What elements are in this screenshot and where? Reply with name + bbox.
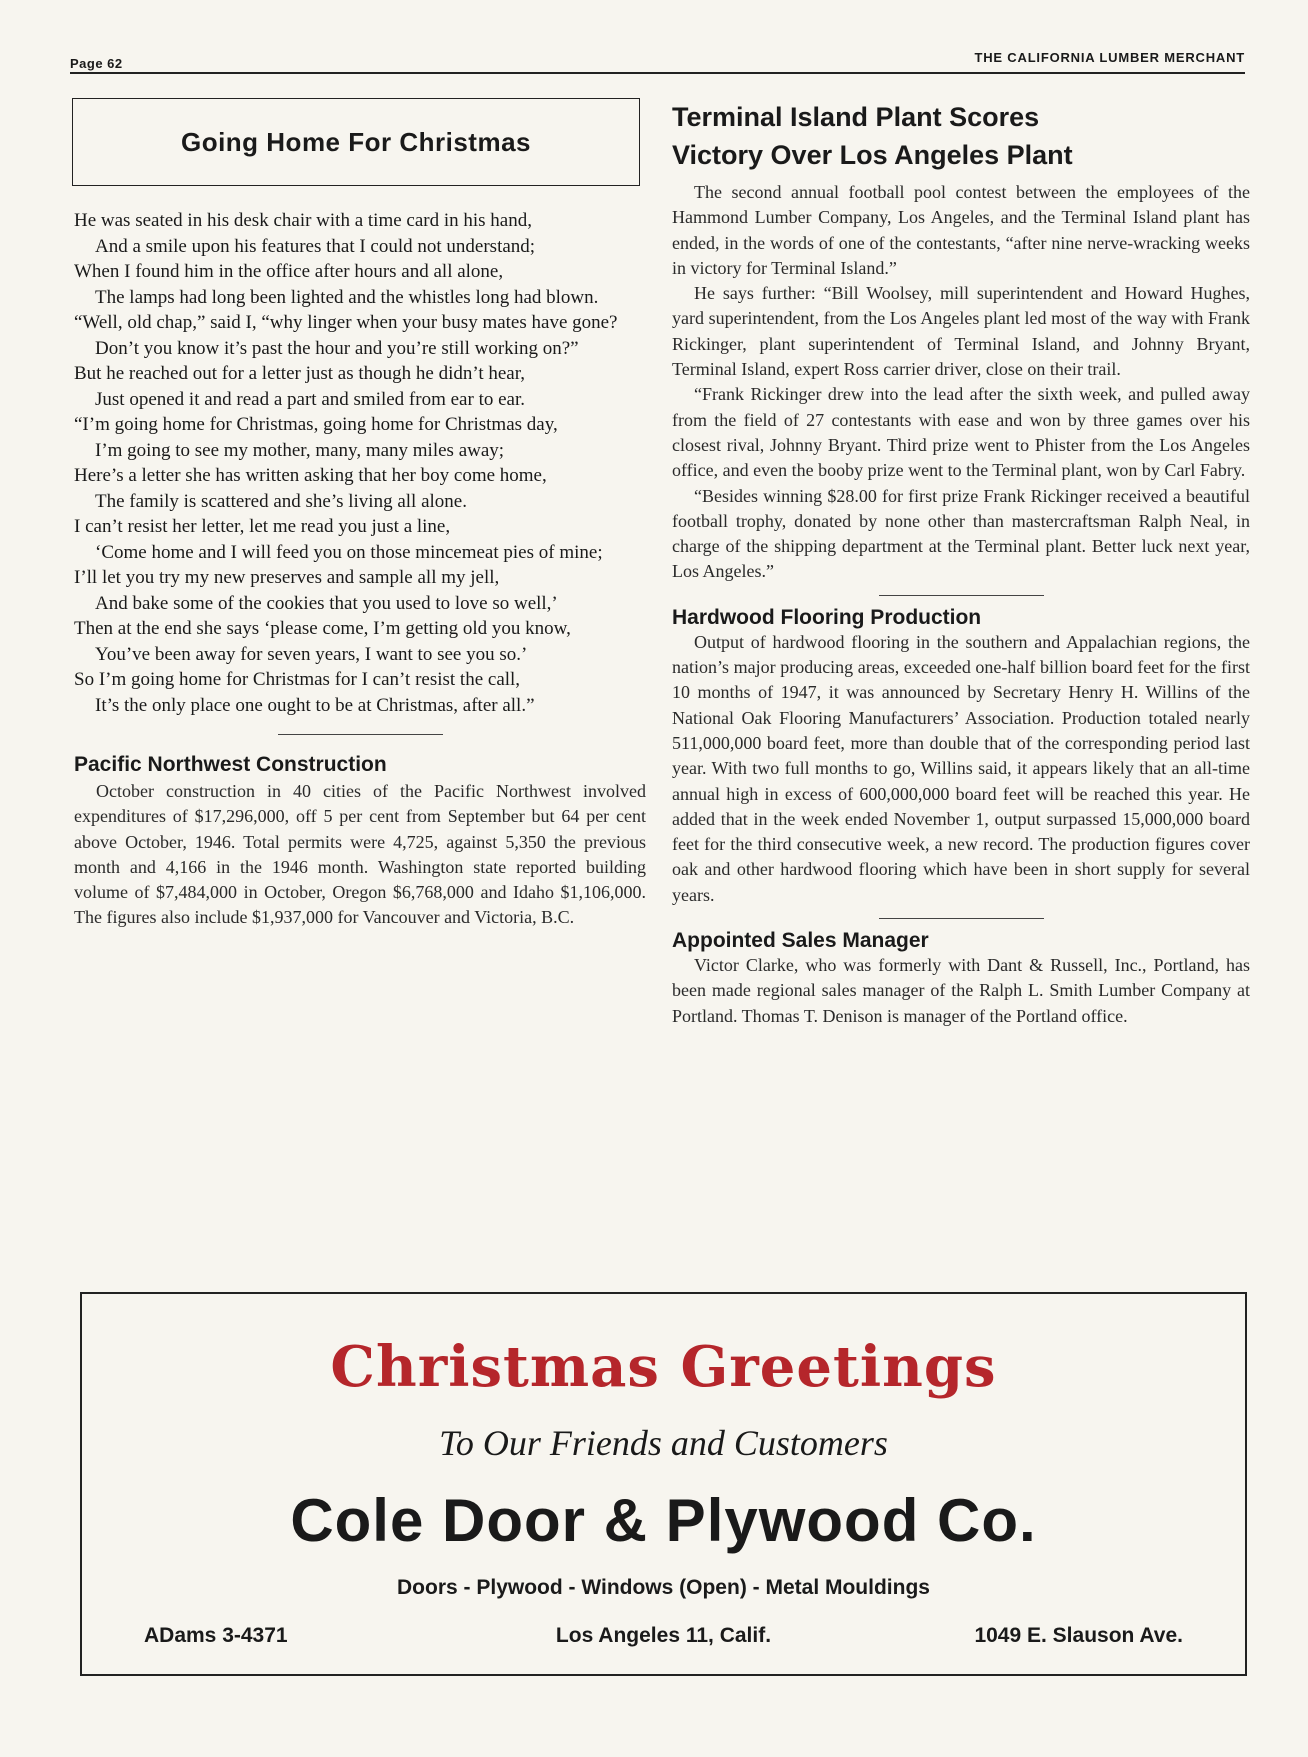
poem-line: I’ll let you try my new preserves and sample all my jell,: [74, 567, 500, 588]
pnw-heading: Pacific Northwest Construction: [74, 753, 387, 776]
right-column: [672, 98, 1250, 1029]
appointed-heading: Appointed Sales Manager: [672, 929, 929, 953]
ad-address: 1049 E. Slauson Ave.: [974, 1624, 1183, 1647]
appointed-body: [672, 953, 1250, 1029]
appointed-paragraph: Victor Clarke, who was formerly with Dant & Russell, Inc., Portland, has been made regional sales manager of the Ralph L. Smith Lumber Company at Portland. Thomas T. Denison is manager of the Portland office.: [672, 955, 1250, 1026]
terminal-heading: [672, 98, 1250, 174]
poem-line: When I found him in the office after hours and all alone,: [74, 261, 504, 282]
page-header: [70, 48, 1245, 70]
poem: [74, 208, 646, 718]
poem-line: But he reached out for a letter just as though he didn’t hear,: [74, 363, 526, 384]
poem-line: Don’t you know it’s past the hour and you’re still working on?”: [95, 337, 579, 359]
poem-line: ‘Come home and I will feed you on those mincemeat pies of mine;: [95, 541, 603, 563]
section-divider: [879, 595, 1044, 596]
poem-line: So I’m going home for Christmas for I can’t resist the call,: [74, 669, 521, 690]
poem-line: I’m going to see my mother, many, many miles away;: [95, 439, 505, 461]
ad-subtitle: To Our Friends and Customers: [439, 1423, 888, 1463]
header-rule: [70, 72, 1245, 74]
poem-line: “I’m going home for Christmas, going home for Christmas day,: [74, 414, 558, 435]
poem-line: I can’t resist her letter, let me read you just a line,: [74, 516, 451, 537]
terminal-paragraph: He says further: “Bill Woolsey, mill superintendent and Howard Hughes, yard superintendent, from the Los Angeles plant led most of the way with Frank Rickinger, plant superintendent of Terminal Island, and Johnny Bryant, Terminal Island, expert Ross carrier driver, close on their trail.: [672, 283, 1250, 380]
magazine-title: THE CALIFORNIA LUMBER MERCHANT: [974, 50, 1245, 65]
terminal-paragraph: “Besides winning $28.00 for first prize Frank Rickinger received a beautiful football trophy, donated by none other than mastercraftsman Ralph Neal, in charge of the shipping department at the Terminal plant. Better luck next year, Los Angeles.”: [672, 485, 1250, 582]
ad-company-name: Cole Door & Plywood Co.: [290, 1487, 1037, 1554]
poem-line: And a smile upon his features that I could not understand;: [95, 235, 536, 257]
pnw-body: [74, 779, 646, 931]
poem-line: You’ve been away for seven years, I want to see you so.’: [95, 643, 528, 665]
poem-line: The lamps had long been lighted and the whistles long had blown.: [95, 286, 599, 308]
poem-title-box: [72, 98, 640, 186]
poem-line: And bake some of the cookies that you used to love so well,’: [95, 592, 558, 614]
poem-line: Just opened it and read a part and smiled from ear to ear.: [95, 388, 525, 410]
terminal-heading-line1: Terminal Island Plant Scores: [672, 102, 1040, 132]
poem-title: Going Home For Christmas: [180, 126, 532, 157]
left-column: [74, 98, 646, 931]
hardwood-heading: Hardwood Flooring Production: [672, 605, 982, 629]
ad-phone: ADams 3-4371: [144, 1624, 288, 1647]
terminal-body: [672, 180, 1250, 585]
poem-line: It’s the only place one ought to be at Christmas, after all.”: [95, 694, 535, 716]
poem-line: The family is scattered and she’s living all alone.: [95, 490, 467, 512]
poem-line: “Well, old chap,” said I, “why linger when your busy mates have gone?: [74, 312, 618, 333]
poem-line: He was seated in his desk chair with a time card in his hand,: [74, 210, 532, 231]
poem-line: Then at the end she says ‘please come, I’m getting old you know,: [74, 618, 571, 639]
section-divider: [879, 918, 1044, 919]
terminal-heading-line2: Victory Over Los Angeles Plant: [672, 140, 1073, 170]
page-number: Page 62: [70, 56, 123, 71]
ad-products: Doors - Plywood - Windows (Open) - Metal Mouldings: [397, 1576, 930, 1599]
section-divider: [278, 734, 443, 735]
hardwood-body: [672, 630, 1250, 908]
hardwood-paragraph: Output of hardwood flooring in the southern and Appalachian regions, the nation’s major producing areas, exceeded one-half billion board feet for the first 10 months of 1947, it was announced by Secretary Henry H. Willins of the National Oak Flooring Manufacturers’ Association. Production totaled nearly 511,000,000 board feet, more than double that of the corresponding period last year. With two full months to go, Willins said, it appears likely that an all-time annual high in excess of 600,000,000 board feet will be reached this year. He added that in the week ended November 1, output surpassed 15,000,000 board feet for the third consecutive week, a new record. The production figures cover oak and other hardwood flooring which have been in short supply for several years.: [672, 631, 1250, 905]
christmas-advertisement: [80, 1292, 1247, 1676]
ad-footer: [144, 1624, 1183, 1654]
terminal-paragraph: “Frank Rickinger drew into the lead after the sixth week, and pulled away from the field of 27 contestants with ease and won by three games over his closest rival, Johnny Bryant. Third prize went to Phister from the Los Angeles office, and even the booby prize went to the Terminal plant, won by Carl Fabry.: [672, 384, 1250, 481]
terminal-paragraph: The second annual football pool contest between the employees of the Hammond Lumber Company, Los Angeles, and the Terminal Island plant has ended, in the words of one of the contestants, “after nine nerve-wracking weeks in victory for Terminal Island.”: [672, 182, 1250, 278]
poem-line: Here’s a letter she has written asking that her boy come home,: [74, 465, 547, 486]
pnw-paragraph: October construction in 40 cities of the Pacific Northwest involved expenditures of $17,296,000, off 5 per cent from September but 64 per cent above October, 1946. Total permits were 4,725, against 5,350 the previous month and 4,166 in the 1946 month. Washington state reported building volume of $7,484,000 in October, Oregon $6,768,000 and Idaho $1,106,000. The figures also include $1,937,000 for Vancouver and Victoria, B.C.: [74, 781, 646, 928]
ad-greeting: Christmas Greetings: [330, 1334, 997, 1400]
ad-city: Los Angeles 11, Calif.: [555, 1624, 772, 1647]
